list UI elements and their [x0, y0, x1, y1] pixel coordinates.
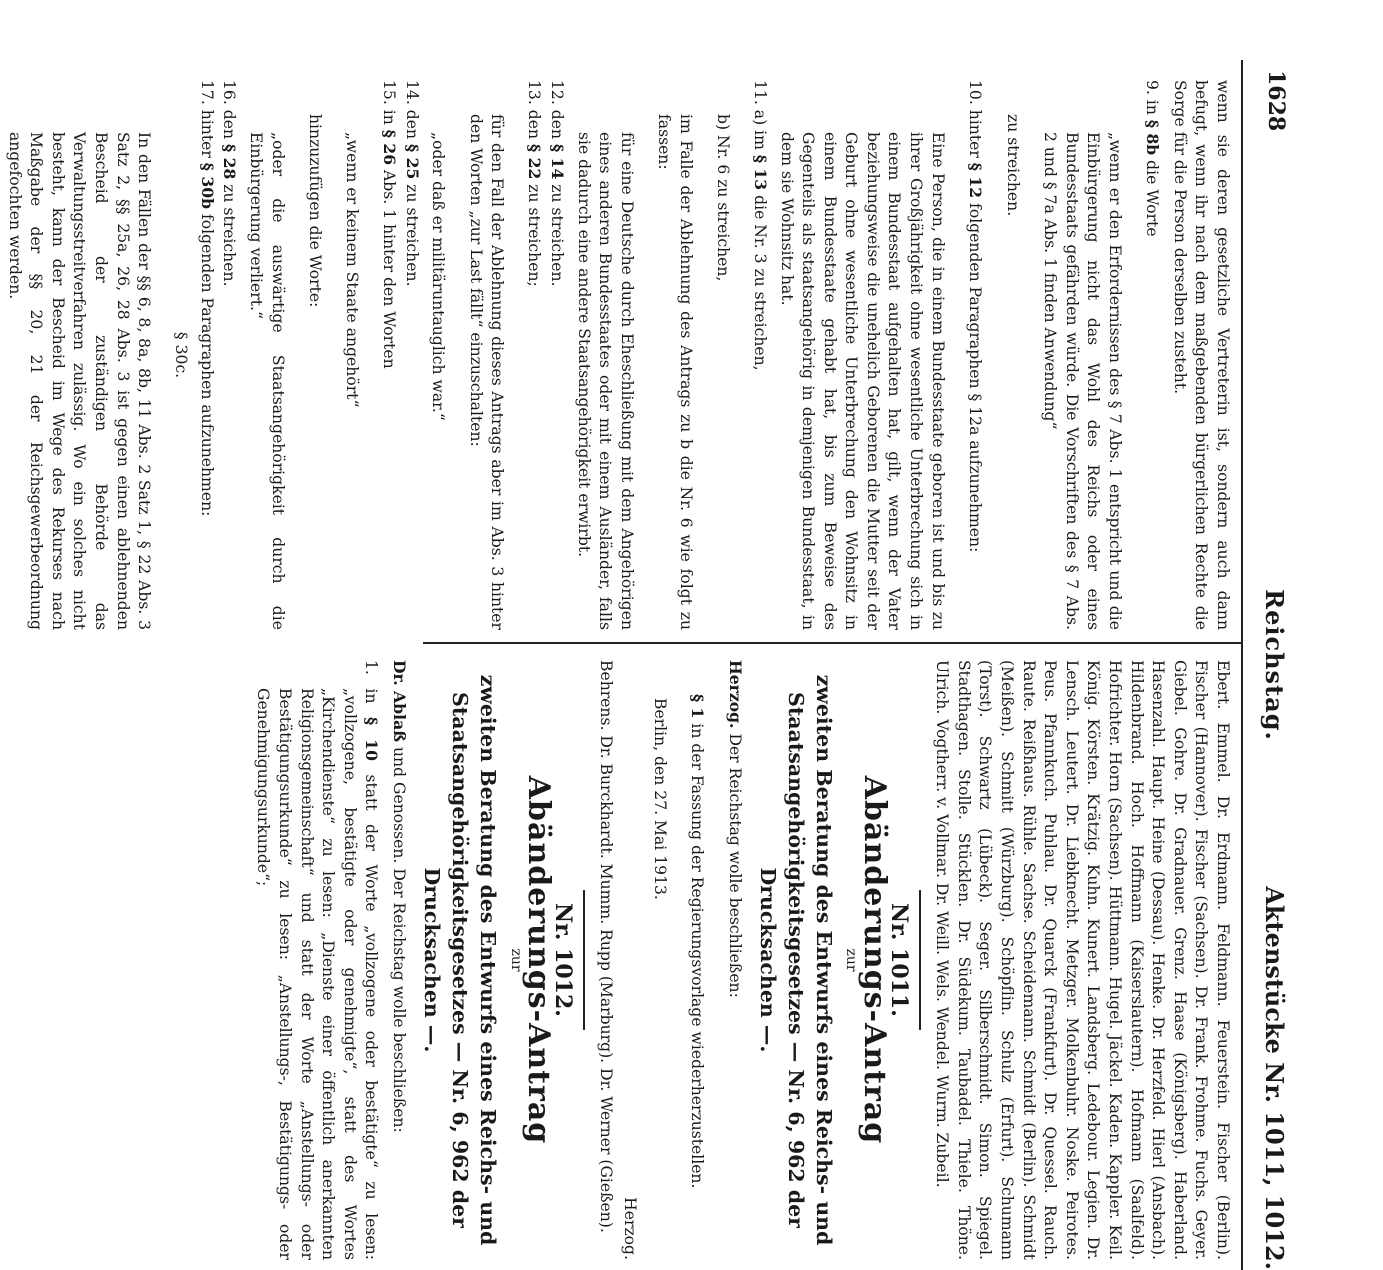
section-ref: § 10: [362, 717, 382, 761]
doc-1011-signature: Herzog.: [620, 1197, 639, 1260]
item-17: 17. hinter § 30b folgenden Paragraphen aufzunehmen:: [197, 80, 217, 517]
doc-1011-zur: zur: [843, 948, 860, 972]
item-17-text: In den Fällen der §§ 6, 8, 8a, 8b, 11 Abs. 2 Satz 1, § 22 Abs. 3 Satz 2, §§ 25a, 26, 28 Abs. 3 ist gegen einen ablehnenden Bescheid der zuständigen Behörde das Verwaltungsstreitverfahren zulässig. Wo ein solches nicht besteht, kann der Bescheid im Wege des Rekurses nach Maßgabe der §§ 20, 21 der Reichsgewerbeordnung angefochten werden.: [5, 132, 154, 630]
item-11: 11. a) im § 13 die Nr. 3 zu streichen,: [750, 80, 770, 371]
item-15: 15. in § 26 Abs. 1 hinter den Worten: [380, 80, 400, 369]
item-9: 9. in § 8b die Worte: [1143, 80, 1163, 237]
item-9-quote: „wenn er den Erfordernissen des § 7 Abs. 1 entspricht und die Einbürgerung nicht das Wohl des Reichs oder eines Bundesstaats gefährden würde. Die Vorschriften des § 7 Abs. 2 und § 7a Abs. 1 finden Anwendung“: [1041, 132, 1125, 630]
item-13-sub: für den Fall der Ablehnung dieses Antrags aber im Abs. 3 hinter den Worten „zur Last fällt“ einzuschalten:: [466, 114, 507, 630]
item-15-quote: „wenn er keinem Staate angehört“: [343, 132, 362, 408]
section-ref: § 28: [220, 144, 240, 180]
item-16: 16. den § 28 zu streichen.: [220, 80, 240, 287]
item-number: 11.: [750, 80, 769, 105]
doc-1011-intro: Herzog. Der Reichstag wolle beschließen:: [725, 660, 745, 998]
doc-1011-number: Nr. 1011.: [885, 903, 912, 1017]
doc-1012-number: Nr. 1012.: [549, 903, 576, 1017]
section-ref: § 30b: [197, 162, 217, 209]
page-number: 1628: [1263, 70, 1289, 132]
section-ref: § 22: [525, 144, 545, 180]
section-ref: § 13: [750, 154, 770, 191]
item-11-sub: im Falle der Ablehnung des Antrags zu b die Nr. 6 wie folgt zu fassen:: [654, 114, 695, 630]
doc-1011-subject: zweiten Beratung des Entwurfs eines Reichs- und Staatsangehörigkeitsgesetzes — Nr. 6, 962 der Drucksachen —.: [755, 674, 836, 1246]
doc-1011-signatories: Behrens. Dr. Burckhardt. Mumm. Rupp (Marburg). Dr. Werner (Gießen).: [597, 660, 616, 1233]
header-rule: [1241, 60, 1243, 1270]
item-number: 1.: [362, 660, 381, 675]
doc-1012-item-1: 1. in § 10 statt der Worte „vollzogene oder bestätigte“ zu lesen: „vollzogene, bestätigte oder genehmigte“, statt des Wortes „Kirchendienste“ zu lesen: „Dienste einer öffentlich anerkannten Religionsgemeinschaft“ und statt der Worte „Anstellungs- oder Bestätigungsurkunde“ zu lesen: „Anstellungs-, Bestätigungs- oder Genehmigungsurkunde“;: [254, 660, 382, 1260]
doc-1011-item: § 1 in der Fassung der Regierungsvorlage wiederherzustellen.: [687, 694, 707, 1189]
item-number: 12.: [548, 80, 566, 105]
section-ref: § 14: [548, 144, 567, 180]
section-ref: § 12: [965, 162, 985, 199]
doc-1012-heading: Abänderungs-Antrag: [521, 775, 557, 1145]
doc-1011-date: Berlin, den 27. Mai 1913.: [650, 698, 669, 900]
page-header: [1253, 60, 1293, 1270]
item-10-quote: Eine Person, die in einem Bundesstaate geboren ist und bis zu ihrer Großjährigkeit ohne wesentliche Unterbrechung sich in einem Bundesstaat aufgehalten hat, gilt, wenn der Vater beziehungsweise die unehelich Geborenen die Mutter seit der Geburt ohne wesentliche Unterbrechung den Wohnsitz in einem Bundesstaate gehabt hat, bis zum Beweise des Gegenteils als staatsangehörig in demjenigen Bundesstaat, in dem sie Wohnsitz hat.: [777, 132, 947, 630]
item-13: 13. den § 22 zu streichen;: [525, 80, 545, 287]
section-ref: § 26: [380, 129, 400, 166]
section-ref: § 8b: [1143, 119, 1163, 156]
doc-1011-heading: Abänderungs-Antrag: [857, 775, 893, 1145]
doc-1012-intro: Dr. Ablaß und Genossen. Der Reichstag wolle beschließen:: [389, 660, 409, 1133]
item-13-quote: „oder daß er militäruntauglich war.“: [429, 132, 448, 421]
item-10: 10. hinter § 12 folgenden Paragraphen § 12a aufzunehmen:: [965, 80, 985, 553]
page-title: Reichstag.: [1260, 589, 1289, 741]
item-15-quote-2: „oder die auswärtige Staatsangehörigkeit durch die Einbürgerung verliert.“: [247, 132, 287, 630]
document-reference: Aktenstücke Nr. 1011, 1012.: [1260, 886, 1289, 1270]
item-9-end: zu streichen.: [1004, 114, 1023, 217]
item-number: 15.: [380, 80, 399, 105]
item-number: 13.: [525, 80, 544, 105]
right-column: [252, 660, 1233, 1260]
item-11-quote: für eine Deutsche durch Eheschließung mit dem Angehörigen eines anderen Bundesstaates oder mit einem Ausländer, falls sie dadurch eine andere Staatsangehörigkeit erwirbt.: [574, 132, 636, 630]
doc-1012-subject: zweiten Beratung des Entwurfs eines Reichs- und Staatsangehörigkeitsgesetzes — Nr. 6, 962 der Drucksachen —.: [419, 674, 500, 1246]
item-number: 14.: [402, 80, 421, 105]
signatories-continued: Ebert. Emmel. Dr. Erdmann. Feldmann. Feuerstein. Fischer (Berlin). Fischer (Hannover). Fischer (Sachsen). Dr. Frank. Frohme. Fuchs. Geyer. Giebel. Gohre. Dr. Gradnauer. Grenz. Haase (Königsberg). Haberland. Hasenzahl. Haupt. Heine (Dessau). Henke. Dr. Herzfeld. Hierl (Ansbach). Hildenbrand. Hoch. Hoffmann (Kaiserslautern). Hofmann (Saalfeld). Hofrichter. Horn (Sachsen). Hüttmann. Hugel. Jäckel. Kaden. Kappler. Keil. König. Körsten. Krätzig. Kuhn. Kunert. Landsberg. Ledebour. Legien. Dr. Lensch. Leutert. Dr. Liebknecht. Metzger. Molkenbuhr. Noske. Peirotes. Peus. Pfannkuch. Puhlau. Dr. Quarck (Frankfurt). Dr. Quessel. Rauch. Raute. Reißhaus. Rühle. Sachse. Scheidemann. Schmidt (Berlin). Schmidt (Meißen). Schmitt (Würzburg). Schöpflin. Schulz (Erfurt). Schumann (Torst). Schwartz (Lübeck). Seger. Silberschmidt. Simon. Spiegel. Stadthagen. Stolle. Stücklen. Dr. Südekum. Taubadel. Thiele. Thöne. Ulrich. Vogtherr. v. Vollmar. Dr. Weill. Wels. Wendel. Wurm. Zubeil.: [933, 660, 1232, 1260]
item-number: 10.: [965, 80, 984, 105]
item-12: 12. den § 14 zu streichen.: [548, 80, 567, 287]
left-column: [0, 80, 1233, 630]
proposer-name: Dr. Ablaß: [389, 660, 409, 743]
section-ref: § 1: [687, 694, 707, 719]
proposer-name: Herzog.: [725, 660, 745, 729]
section-divider: [919, 890, 921, 1030]
section-ref: § 25: [402, 144, 422, 180]
item-number: 9.: [1143, 80, 1162, 95]
paragraph-heading: § 30c.: [172, 331, 191, 379]
intro-paragraph: wenn sie deren gesetzliche Vertreterin ist, sondern auch dann befugt, wenn ihr nach dem maßgebenden bürgerlichen Rechte die Sorge für die Person derselben zusteht.: [1170, 80, 1232, 630]
item-number: 16.: [220, 80, 239, 105]
item-15-sub: hinzuzufügen die Worte:: [305, 114, 324, 308]
doc-1012-zur: zur: [507, 948, 524, 972]
section-divider: [583, 890, 585, 1030]
item-number: 17.: [197, 80, 216, 105]
column-rule: [423, 642, 1243, 644]
item-14: 14. den § 25 zu streichen.: [402, 80, 422, 287]
item-11b: b) Nr. 6 zu streichen,: [713, 114, 732, 282]
